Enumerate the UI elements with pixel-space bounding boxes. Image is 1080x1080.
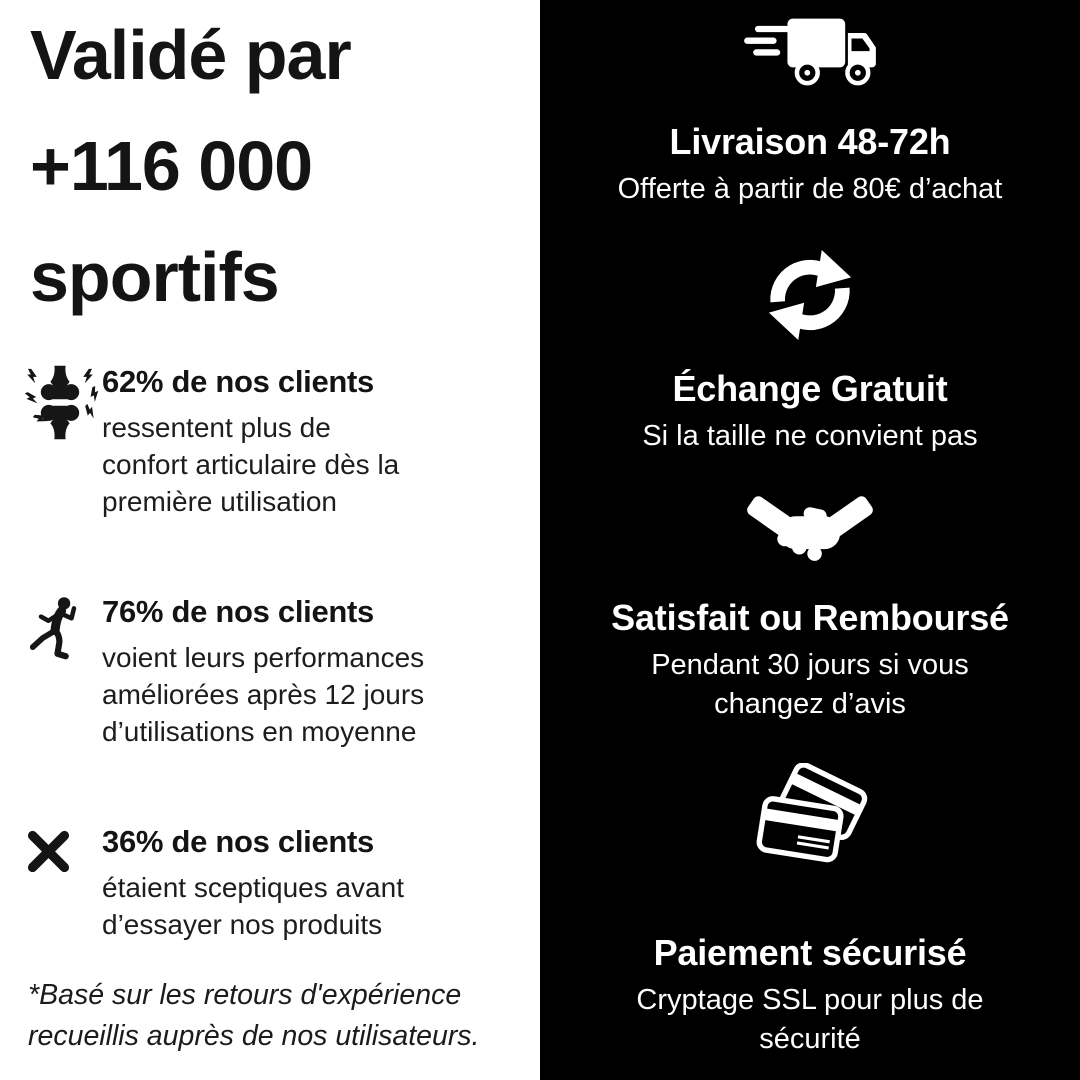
stat-text — [102, 362, 522, 520]
benefit-title: Échange Gratuit — [672, 368, 948, 409]
benefit-title: Paiement sécurisé — [653, 932, 967, 973]
benefit-money-back — [540, 494, 1080, 724]
benefit-title: Livraison 48-72h — [669, 121, 951, 162]
benefit-subtitle: Pendant 30 jours si vous changez d’avis — [651, 649, 969, 720]
stat-body: ressentent plus de confort articulaire dès la première utilisation — [102, 412, 400, 517]
benefit-secure-payment — [540, 762, 1080, 1059]
runner-icon — [30, 596, 80, 667]
benefit-subtitle: Si la taille ne convient pas — [642, 420, 978, 452]
page-title-line: Validé par — [30, 16, 351, 94]
benefit-exchange — [540, 243, 1080, 456]
credit-cards-icon — [540, 762, 1080, 875]
benefit-subtitle: Cryptage SSL pour plus de sécurité — [636, 984, 984, 1055]
page-title-line: +116 000 — [30, 127, 313, 205]
stat-title: 62% de nos clients — [102, 364, 374, 399]
stat-body: voient leurs performances améliorées après 12 jours d’utilisations en moyenne — [102, 642, 425, 747]
stat-text — [102, 822, 522, 943]
stat-body: étaient sceptiques avant d’essayer nos produits — [102, 872, 404, 940]
handshake-icon — [540, 494, 1080, 584]
page-title — [30, 0, 351, 333]
benefit-title: Satisfait ou Remboursé — [611, 597, 1009, 638]
delivery-truck-icon — [540, 14, 1080, 90]
page-title-line: sportifs — [30, 238, 279, 316]
stat-title: 76% de nos clients — [102, 594, 374, 629]
footnote: *Basé sur les retours d'expérience recueillis auprès de nos utilisateurs. — [28, 979, 480, 1052]
benefit-subtitle: Offerte à partir de 80€ d’achat — [617, 173, 1003, 205]
stat-title: 36% de nos clients — [102, 824, 374, 859]
stat-text — [102, 592, 522, 750]
right-panel — [540, 0, 1080, 1080]
cross-icon — [25, 828, 72, 880]
exchange-arrows-icon — [540, 243, 1080, 345]
joint-pain-icon — [20, 364, 100, 446]
benefit-delivery — [540, 14, 1080, 209]
